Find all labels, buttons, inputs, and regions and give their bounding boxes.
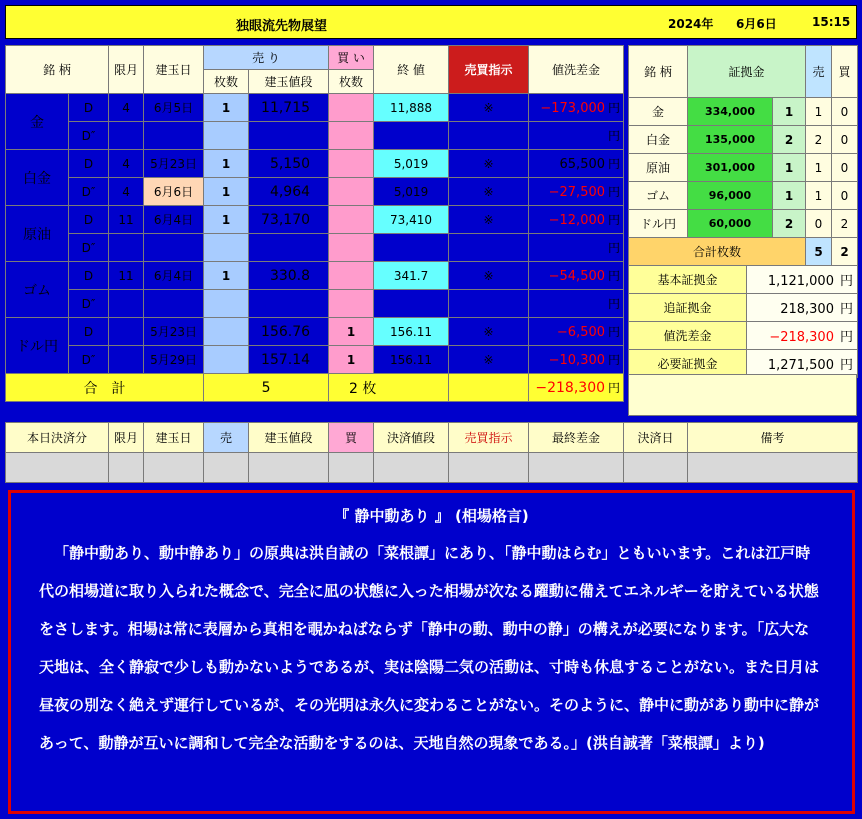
table-row [6,318,624,346]
row-diff [529,178,624,206]
row-close: 156.11 [374,346,449,374]
row-diff-value: −173,000 [540,101,606,116]
margin-row-amount: 60,000 [688,210,773,238]
row-buy-count: 1 [329,346,374,374]
row-sell-count [204,234,249,262]
table-row [6,94,624,122]
row-sell-count: 1 [204,150,249,178]
row-month: 4 [109,178,144,206]
settle-cell [329,453,374,483]
right-panel-filler [628,374,857,416]
row-buy-count [329,94,374,122]
row-diff [529,346,624,374]
col-header-name: 銘 柄 [6,46,109,94]
settle-cell [688,453,858,483]
margin-row-sell: 0 [806,210,832,238]
row-diff [529,290,624,318]
row-open-price [249,234,329,262]
quote-body: 「静中動あり、動中静あり」の原典は洪自誠の「菜根譚」にあり、「静中動はらむ」ともいいます。これは江戸時代の相場道に取り入られた概念で、完全に凪の状態に入った相場が次なる躍動に備えてエネルギーを貯えている状態をさします。相場は常に表層から真相を覗かねばならず「静中の動、動中の静」の構えが必要になります。「広大な天地は、全く静寂で少しも動かないようであるが、実は陰陽二気の活動は、寸時も休息することがない。また日月は昼夜の別なく絶えず運行しているが、その光明は永久に変わることがない。そのように、静中に動があり動中に静があって、動静が互いに調和して完全な活動をするのは、天地自然の現象である。」(洪自誠著「菜根譚」より) [39,544,820,752]
row-signal: ※ [449,346,529,374]
settle-cell [374,453,449,483]
summary-row [629,294,858,322]
margin-row-name: 白金 [629,126,688,154]
row-sell-count [204,318,249,346]
yen-unit: 円 [608,241,621,255]
row-open-date: 5月23日 [144,318,204,346]
summary-value [747,266,858,294]
row-close [374,234,449,262]
row-diff-value: −54,500 [548,269,606,284]
header-time: 15:15 [812,15,851,29]
row-buy-count [329,290,374,318]
header-date: 6月6日 [736,17,777,31]
settle-header: 売 [204,423,249,453]
settle-header: 建玉値段 [249,423,329,453]
row-signal: ※ [449,262,529,290]
header-year: 2024年 [668,17,714,31]
row-buy-count [329,122,374,150]
row-diff-value: −10,300 [548,353,606,368]
row-open-price: 5,150 [249,150,329,178]
yen-unit: 円 [608,213,621,227]
row-diff [529,150,624,178]
row-diff [529,234,624,262]
yen-unit: 円 [608,157,621,171]
yen-unit: 円 [608,185,621,199]
margin-row-amount: 301,000 [688,154,773,182]
row-close: 11,888 [374,94,449,122]
row-type: D″ [69,122,109,150]
yen-unit: 円 [839,274,853,289]
row-type: D″ [69,234,109,262]
margin-table [628,45,858,378]
row-close: 156.11 [374,318,449,346]
row-sell-count [204,290,249,318]
row-open-price: 73,170 [249,206,329,234]
settle-header: 建玉日 [144,423,204,453]
row-month [109,346,144,374]
table-row [6,122,624,150]
title-bar [5,5,857,39]
row-sell-count: 1 [204,206,249,234]
settle-header: 限月 [109,423,144,453]
margin-row-name: ゴム [629,182,688,210]
yen-unit: 円 [839,302,853,317]
instrument-name: 原油 [6,206,69,262]
row-buy-count [329,206,374,234]
col-header-sell-count: 枚数 [204,70,249,94]
summary-label: 追証拠金 [629,294,747,322]
table-row [6,262,624,290]
row-open-price [249,122,329,150]
margin-row-count: 2 [773,210,806,238]
margin-row-buy: 2 [832,210,858,238]
row-month: 4 [109,150,144,178]
margin-row [629,98,858,126]
row-type: D″ [69,346,109,374]
margin-row [629,182,858,210]
row-signal [449,290,529,318]
page-title: 独眼流先物展望 [236,19,328,34]
col-header-diff: 値洗差金 [529,46,624,94]
yen-unit: 円 [608,297,621,311]
summary-amount: −218,300 [769,330,834,345]
row-open-date: 6月6日 [144,178,204,206]
row-close: 5,019 [374,150,449,178]
settle-header: 本日決済分 [6,423,109,453]
instrument-name: 白金 [6,150,69,206]
margin-row-name: ドル円 [629,210,688,238]
right-header-sell: 売 [806,46,832,98]
yen-unit: 円 [608,269,621,283]
row-sell-count [204,122,249,150]
settle-cell [529,453,624,483]
table-row [6,290,624,318]
instrument-name: 金 [6,94,69,150]
margin-row-buy: 0 [832,182,858,210]
settle-header: 決済値段 [374,423,449,453]
summary-value [747,294,858,322]
row-open-price: 156.76 [249,318,329,346]
instrument-name: ゴム [6,262,69,318]
total-diff: −218,300 円 [529,374,624,402]
settle-cell [109,453,144,483]
row-signal: ※ [449,150,529,178]
summary-row [629,322,858,350]
col-header-close: 終 値 [374,46,449,94]
row-buy-count [329,178,374,206]
margin-row-buy: 0 [832,126,858,154]
row-diff-value: 65,500 [559,157,606,172]
row-diff-value: −12,000 [548,213,606,228]
row-open-price: 330.8 [249,262,329,290]
settle-header: 決済日 [624,423,688,453]
row-month: 11 [109,262,144,290]
table-row [6,234,624,262]
right-header-margin: 証拠金 [688,46,806,98]
row-open-price: 11,715 [249,94,329,122]
row-diff [529,206,624,234]
margin-row-count: 1 [773,182,806,210]
row-buy-count [329,262,374,290]
settle-header: 売買指示 [449,423,529,453]
right-total-sell: 5 [806,238,832,266]
row-sell-count: 1 [204,94,249,122]
row-signal: ※ [449,94,529,122]
row-type: D [69,206,109,234]
margin-row-name: 原油 [629,154,688,182]
row-diff [529,262,624,290]
row-type: D″ [69,290,109,318]
row-open-date [144,122,204,150]
yen-unit: 円 [839,330,853,345]
row-open-date: 6月4日 [144,262,204,290]
row-sell-count [204,346,249,374]
margin-row-buy: 0 [832,98,858,126]
summary-row [629,266,858,294]
yen-unit: 円 [608,101,621,115]
row-diff [529,318,624,346]
yen-unit: 円 [608,129,621,143]
settle-cell [449,453,529,483]
row-type: D [69,262,109,290]
margin-row-count: 2 [773,126,806,154]
col-header-buy-count: 枚数 [329,70,374,94]
table-row [6,346,624,374]
row-open-date: 6月5日 [144,94,204,122]
settle-header: 買 [329,423,374,453]
margin-row-count: 1 [773,98,806,126]
row-buy-count [329,234,374,262]
right-header-buy: 買 [832,46,858,98]
margin-row-sell: 1 [806,98,832,126]
quote-box [8,490,855,814]
margin-row-amount: 135,000 [688,126,773,154]
row-open-date: 5月23日 [144,150,204,178]
table-row [6,206,624,234]
summary-label: 必要証拠金 [629,350,747,378]
row-month [109,122,144,150]
row-buy-count [329,150,374,178]
row-sell-count: 1 [204,262,249,290]
col-header-signal: 売買指示 [449,46,529,94]
right-total-buy: 2 [832,238,858,266]
row-open-price: 4,964 [249,178,329,206]
settle-cell [204,453,249,483]
summary-amount: 1,121,000 [767,274,834,289]
margin-row [629,154,858,182]
row-buy-count: 1 [329,318,374,346]
summary-amount: 218,300 [780,302,834,317]
row-signal [449,234,529,262]
quote-title: 『 静中動あり 』 (相場格言) [334,507,529,525]
col-header-open-price: 建玉値段 [249,70,329,94]
settlement-table [5,422,858,483]
row-close [374,290,449,318]
summary-amount: 1,271,500 [767,358,834,373]
settle-header: 備考 [688,423,858,453]
row-open-date [144,234,204,262]
margin-row-amount: 96,000 [688,182,773,210]
margin-row [629,126,858,154]
settle-cell [249,453,329,483]
row-month [109,290,144,318]
row-month [109,318,144,346]
margin-row-buy: 0 [832,154,858,182]
summary-value [747,322,858,350]
row-month: 4 [109,94,144,122]
margin-row-amount: 334,000 [688,98,773,126]
row-type: D [69,318,109,346]
total-sell-count: 5 [204,374,329,402]
summary-label: 基本証拠金 [629,266,747,294]
right-header-name: 銘 柄 [629,46,688,98]
margin-row-sell: 1 [806,182,832,210]
row-close: 341.7 [374,262,449,290]
row-signal: ※ [449,318,529,346]
yen-unit: 円 [839,358,853,373]
row-open-date: 6月4日 [144,206,204,234]
row-diff-value: −27,500 [548,185,606,200]
instrument-name: ドル円 [6,318,69,374]
col-header-buy: 買 い [329,46,374,70]
row-diff-value: −6,500 [556,325,606,340]
yen-unit: 円 [608,325,621,339]
row-type: D″ [69,178,109,206]
row-open-price [249,290,329,318]
col-header-open-date: 建玉日 [144,46,204,94]
row-open-date [144,290,204,318]
row-signal: ※ [449,178,529,206]
col-header-sell: 売 り [204,46,329,70]
total-buy-count: 2 枚 [329,374,449,402]
row-signal [449,122,529,150]
total-label: 合 計 [6,374,204,402]
yen-unit: 円 [608,353,621,367]
row-signal: ※ [449,206,529,234]
row-close: 5,019 [374,178,449,206]
row-month [109,234,144,262]
summary-label: 値洗差金 [629,322,747,350]
margin-row-count: 1 [773,154,806,182]
row-open-date: 5月29日 [144,346,204,374]
settle-cell [624,453,688,483]
row-open-price: 157.14 [249,346,329,374]
right-total-label: 合計枚数 [629,238,806,266]
row-close [374,122,449,150]
row-diff [529,94,624,122]
positions-table [5,45,624,402]
row-diff [529,122,624,150]
row-month: 11 [109,206,144,234]
table-row [6,150,624,178]
settle-cell [6,453,109,483]
margin-row-sell: 1 [806,154,832,182]
row-type: D [69,94,109,122]
settle-header: 最終差金 [529,423,624,453]
col-header-month: 限月 [109,46,144,94]
margin-row-name: 金 [629,98,688,126]
row-close: 73,410 [374,206,449,234]
table-row [6,178,624,206]
margin-row [629,210,858,238]
row-sell-count: 1 [204,178,249,206]
margin-row-sell: 2 [806,126,832,154]
row-type: D [69,150,109,178]
settle-cell [144,453,204,483]
